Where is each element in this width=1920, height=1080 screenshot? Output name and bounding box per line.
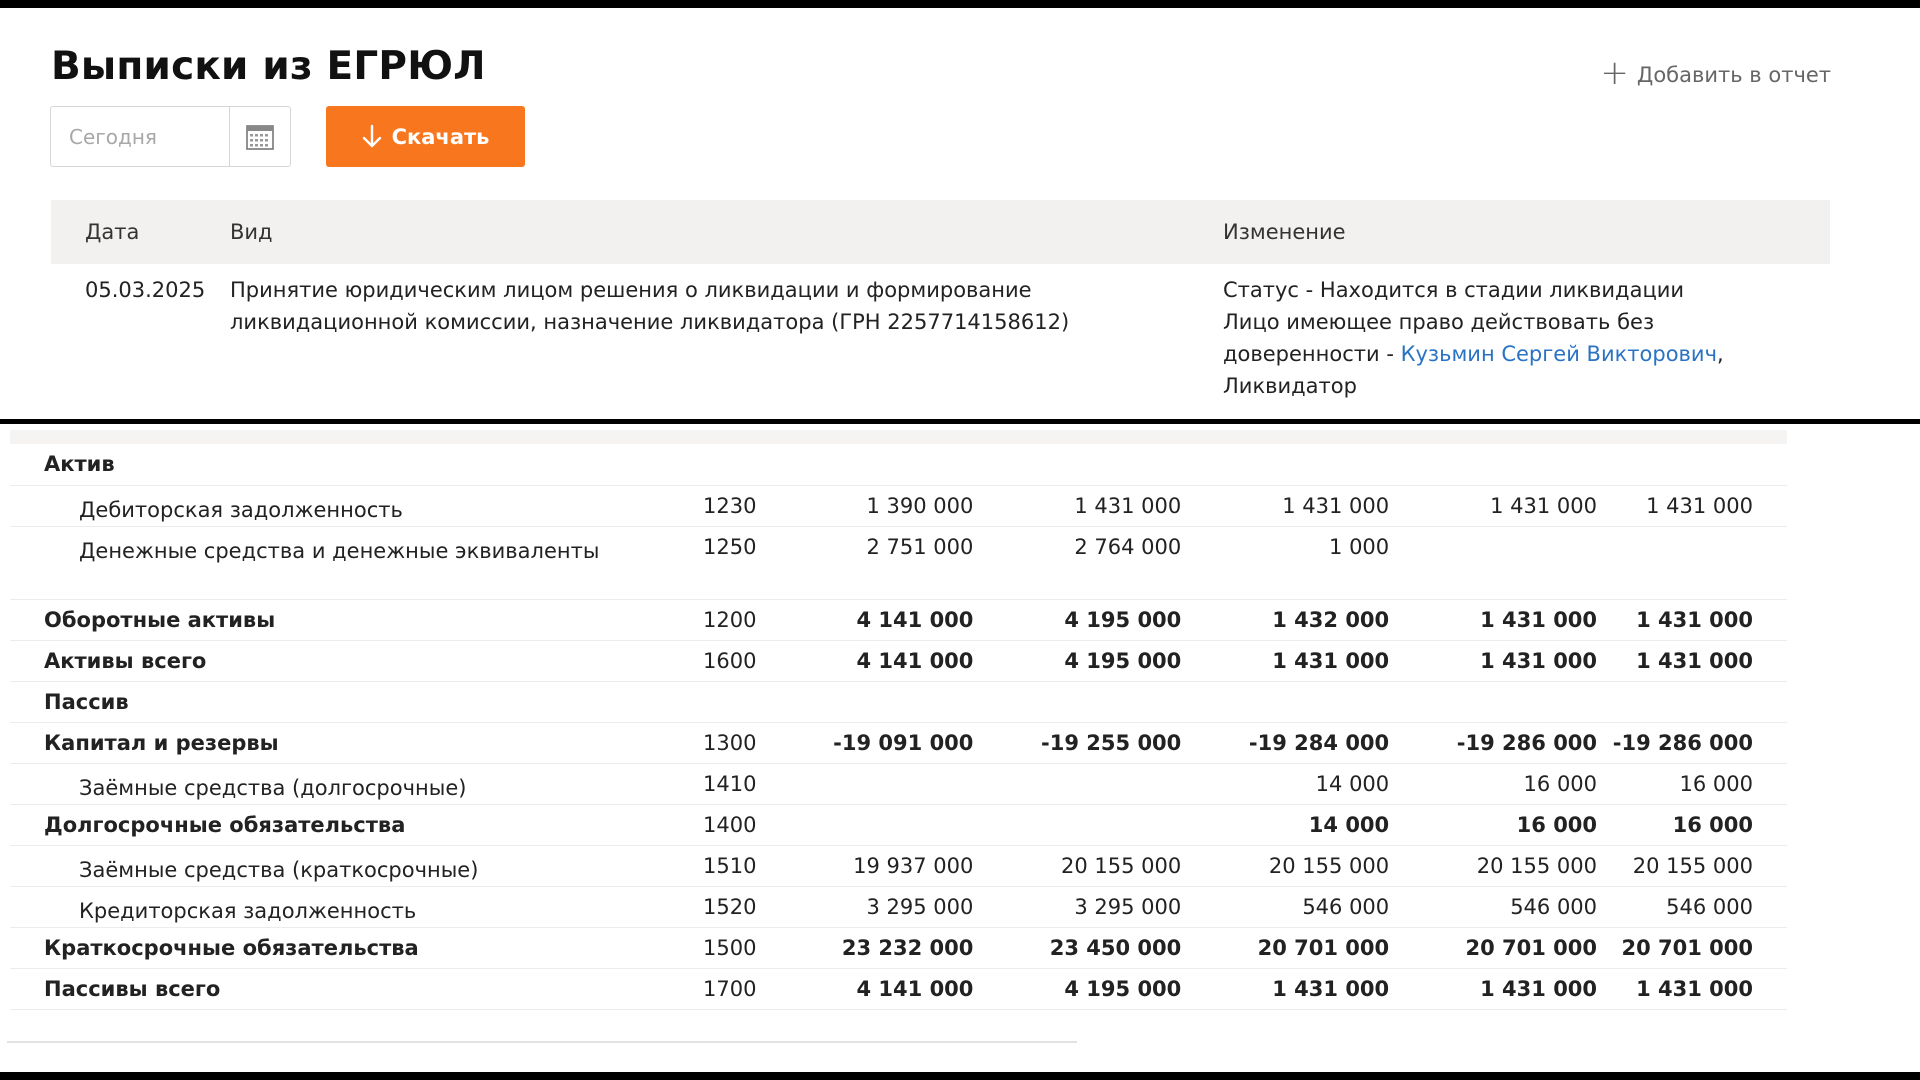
row-value: 1 431 000 [1597, 968, 1787, 1009]
table-row [10, 927, 1787, 968]
row-value: 1 000 [1181, 526, 1389, 599]
row-value: 2 764 000 [973, 526, 1181, 599]
row-value [766, 681, 974, 722]
row-code: 1700 [641, 968, 766, 1009]
table-row [10, 526, 1787, 599]
table-row [10, 845, 1787, 886]
bottom-divider [7, 1041, 1077, 1043]
row-value [973, 444, 1181, 485]
row-code: 1400 [641, 804, 766, 845]
row-value: 20 155 000 [1597, 845, 1787, 886]
date-input[interactable] [51, 107, 229, 166]
row-name: Пассивы всего [10, 968, 641, 1009]
row-value: -19 286 000 [1597, 722, 1787, 763]
table-top-band-cell [10, 430, 1787, 444]
row-value: 4 141 000 [766, 968, 974, 1009]
row-value: 20 701 000 [1389, 927, 1597, 968]
row-value: 20 155 000 [1389, 845, 1597, 886]
row-name: Пассив [10, 681, 641, 722]
header-change: Изменение [1223, 220, 1346, 244]
row-value [1389, 526, 1597, 599]
change-status: Статус - Находится в стадии ликвидации [1223, 278, 1685, 302]
row-name: Долгосрочные обязательства [10, 804, 641, 845]
table-row [10, 804, 1787, 845]
row-value: 546 000 [1597, 886, 1787, 927]
row-value: 1 431 000 [973, 485, 1181, 526]
row-value: -19 091 000 [766, 722, 974, 763]
row-value: 3 295 000 [973, 886, 1181, 927]
change-person-suffix: , [1716, 342, 1724, 366]
row-value: 20 701 000 [1181, 927, 1389, 968]
row-value: 14 000 [1181, 804, 1389, 845]
row-value: 23 232 000 [766, 927, 974, 968]
table-top-band [10, 430, 1787, 444]
change-person [1223, 306, 1783, 370]
table-row [10, 599, 1787, 640]
egrul-panel [0, 8, 1920, 419]
egrul-table-header [51, 200, 1830, 264]
table-row [10, 886, 1787, 927]
row-value: 2 751 000 [766, 526, 974, 599]
add-to-report-label: Добавить в отчет [1636, 63, 1831, 87]
balance-table-body [10, 430, 1787, 1009]
row-value: 4 195 000 [973, 599, 1181, 640]
row-value [1181, 444, 1389, 485]
calendar-icon [245, 123, 275, 151]
row-value [973, 763, 1181, 804]
balance-table [10, 430, 1787, 1010]
add-to-report-button[interactable] [1600, 53, 1831, 93]
row-name: Актив [10, 444, 641, 485]
table-row [10, 640, 1787, 681]
change-person-prefix: Лицо имеющее право действовать без доверенности - [1223, 310, 1655, 366]
date-picker [50, 106, 291, 167]
row-code: 1200 [641, 599, 766, 640]
row-value [1597, 681, 1787, 722]
row-name: Заёмные средства (долгосрочные) [10, 763, 641, 804]
row-code [641, 444, 766, 485]
table-row [10, 681, 1787, 722]
row-value: 4 195 000 [973, 640, 1181, 681]
row-value: 1 431 000 [1181, 968, 1389, 1009]
row-code: 1300 [641, 722, 766, 763]
row-value: 1 431 000 [1389, 599, 1597, 640]
header-date: Дата [85, 220, 140, 244]
row-name: Краткосрочные обязательства [10, 927, 641, 968]
row-value [1181, 681, 1389, 722]
row-name: Дебиторская задолженность [10, 485, 641, 526]
row-code: 1520 [641, 886, 766, 927]
row-value: 19 937 000 [766, 845, 974, 886]
row-value: 1 431 000 [1597, 640, 1787, 681]
download-button[interactable] [326, 106, 525, 167]
row-code: 1230 [641, 485, 766, 526]
row-value: 1 431 000 [1181, 640, 1389, 681]
calendar-button[interactable] [229, 107, 290, 166]
row-value: 20 155 000 [973, 845, 1181, 886]
row-value [1597, 444, 1787, 485]
row-value: 1 432 000 [1181, 599, 1389, 640]
row-name: Кредиторская задолженность [10, 886, 641, 927]
row-value: 1 431 000 [1597, 599, 1787, 640]
row-code [641, 681, 766, 722]
row-value: 546 000 [1181, 886, 1389, 927]
row-value: 1 431 000 [1181, 485, 1389, 526]
table-row [10, 485, 1787, 526]
page-title: Выписки из ЕГРЮЛ [51, 44, 486, 89]
table-row [10, 968, 1787, 1009]
row-value: 546 000 [1389, 886, 1597, 927]
row-value [973, 804, 1181, 845]
row-value: 1 431 000 [1597, 485, 1787, 526]
row-code: 1410 [641, 763, 766, 804]
row-value: 4 141 000 [766, 640, 974, 681]
row-value: 14 000 [1181, 763, 1389, 804]
row-name: Заёмные средства (краткосрочные) [10, 845, 641, 886]
row-value [1597, 526, 1787, 599]
row-value: -19 255 000 [973, 722, 1181, 763]
row-value [1389, 444, 1597, 485]
row-name: Активы всего [10, 640, 641, 681]
row-name: Денежные средства и денежные эквиваленты [10, 526, 641, 599]
row-value: -19 284 000 [1181, 722, 1389, 763]
row-value: 1 431 000 [1389, 968, 1597, 1009]
row-value: 16 000 [1389, 804, 1597, 845]
row-code: 1510 [641, 845, 766, 886]
row-value: 20 155 000 [1181, 845, 1389, 886]
row-value [766, 804, 974, 845]
row-value [1389, 681, 1597, 722]
header-kind: Вид [230, 220, 273, 244]
row-value: 4 141 000 [766, 599, 974, 640]
row-value: -19 286 000 [1389, 722, 1597, 763]
row-value: 16 000 [1597, 763, 1787, 804]
download-label: Скачать [391, 124, 490, 149]
row-date: 05.03.2025 [85, 278, 206, 302]
table-row [10, 722, 1787, 763]
row-value: 1 431 000 [1389, 640, 1597, 681]
row-value: 4 195 000 [973, 968, 1181, 1009]
row-value: 1 431 000 [1389, 485, 1597, 526]
row-change [1223, 274, 1783, 402]
balance-panel [0, 424, 1920, 1072]
row-code: 1250 [641, 526, 766, 599]
row-value: 16 000 [1597, 804, 1787, 845]
table-row [10, 444, 1787, 485]
plus-icon: + [1600, 53, 1629, 93]
change-role: Ликвидатор [1223, 374, 1357, 398]
table-row [10, 763, 1787, 804]
row-value: 3 295 000 [766, 886, 974, 927]
arrow-down-icon [362, 124, 382, 150]
row-value: 23 450 000 [973, 927, 1181, 968]
row-code: 1500 [641, 927, 766, 968]
row-name: Капитал и резервы [10, 722, 641, 763]
row-value: 20 701 000 [1597, 927, 1787, 968]
row-kind: Принятие юридическим лицом решения о ликвидации и формирование ликвидационной комиссии, назначение ликвидатора (ГРН 2257714158612) [230, 278, 1070, 334]
row-value [766, 763, 974, 804]
row-value: 1 390 000 [766, 485, 974, 526]
row-value [973, 681, 1181, 722]
person-link[interactable]: Кузьмин Сергей Викторович [1400, 342, 1717, 366]
row-value [766, 444, 974, 485]
row-name: Оборотные активы [10, 599, 641, 640]
row-value: 16 000 [1389, 763, 1597, 804]
row-code: 1600 [641, 640, 766, 681]
